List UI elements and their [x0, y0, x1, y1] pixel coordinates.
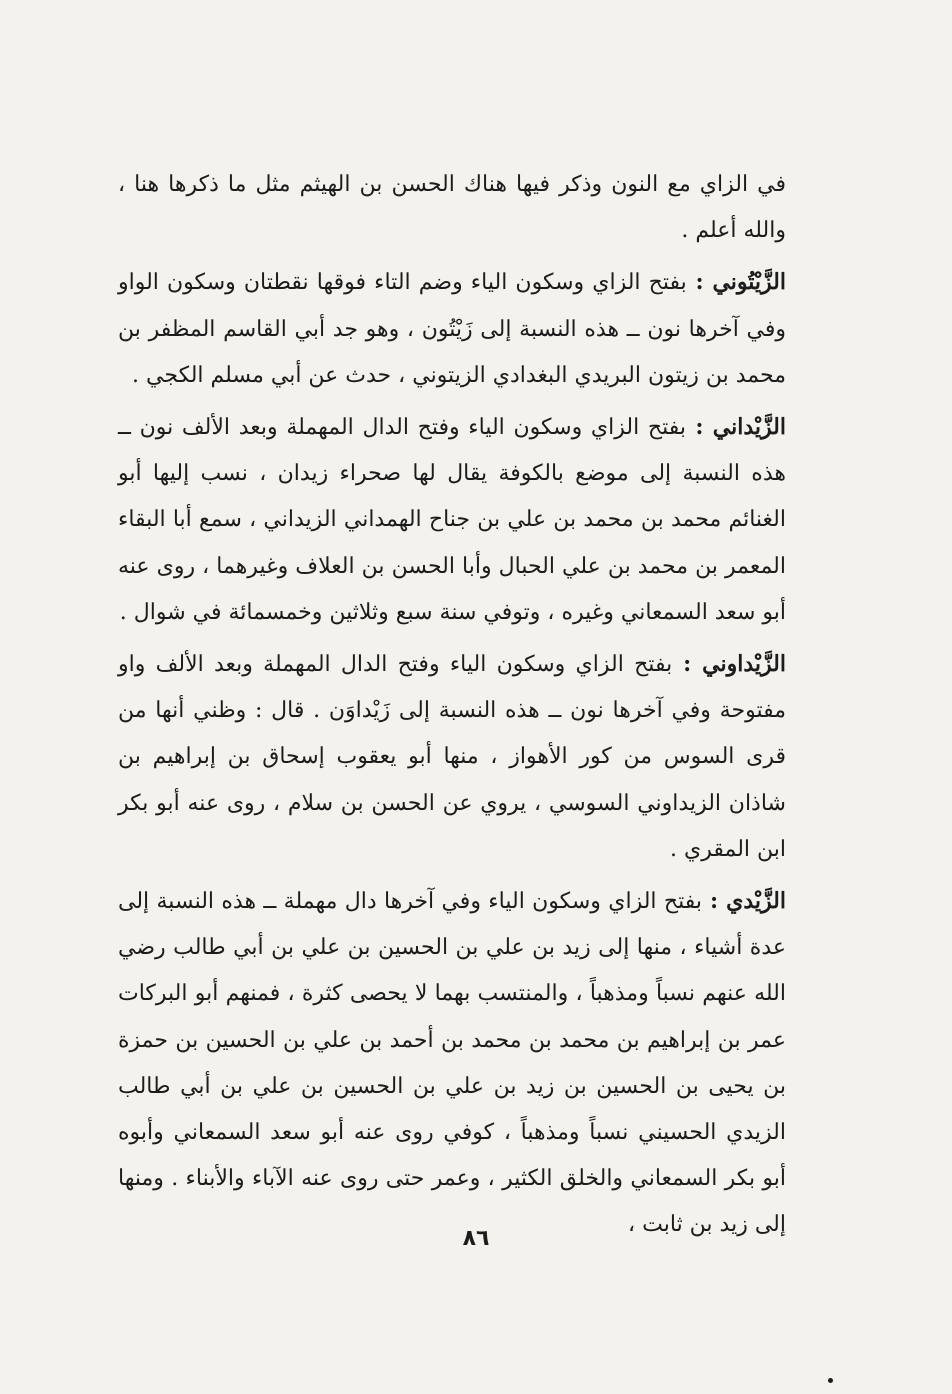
entry-body: بفتح الزاي وسكون الياء وضم التاء فوقها نقطتان وسكون الواو وفي آخرها نون ــ هذه النسبة إلى زَيْتُون ، وهو جد أبي القاسم المظفر بن محمد بن زيتون البريدي البغدادي الزيتوني ، حدث عن أبي مسلم الكجي . — [118, 270, 786, 388]
entry-zaytuni — [118, 259, 786, 399]
entry-separator: : — [686, 269, 713, 296]
page-body-text — [118, 162, 786, 1254]
entry-heading: الزَّيْداني — [712, 414, 786, 441]
entry-heading: الزَّيْتُوني — [712, 269, 786, 296]
entry-separator: : — [701, 888, 727, 915]
entry-body: بفتح الزاي وسكون الياء وفتح الدال المهملة وبعد الألف نون ــ هذه النسبة إلى موضع بالكوفة يقال لها صحراء زيدان ، نسب إليها أبو الغنائم محمد بن محمد بن علي بن جناح الهمداني الزيداني ، سمع أبا البقاء المعمر بن محمد بن علي الحبال وأبا الحسن بن العلاف وغيرهما ، روى عنه أبو سعد السمعاني وغيره ، وتوفي سنة سبع وثلاثين وخمسمائة في شوال . — [118, 415, 786, 625]
page-number: ٨٦ — [462, 1226, 490, 1251]
intro-paragraph — [118, 162, 786, 254]
entry-heading: الزَّيْداوني — [702, 651, 786, 678]
entry-separator: : — [672, 651, 703, 678]
entry-zaydani — [118, 404, 786, 636]
entry-body: بفتح الزاي وسكون الياء وفتح الدال المهملة وبعد الألف واو مفتوحة وفي آخرها نون ــ هذه النسبة إلى زَيْداوَن . قال : وظني أنها من قرى السوس من كور الأهواز ، منها أبو يعقوب إسحاق بن إبراهيم بن شاذان الزيداوني السوسي ، يروي عن الحسن بن سلام ، روى عنه أبو بكر ابن المقري . — [118, 652, 786, 862]
entry-zaydawuni — [118, 641, 786, 873]
entry-zaydi — [118, 878, 786, 1249]
intro-text: في الزاي مع النون وذكر فيها هناك الحسن بن الهيثم مثل ما ذكرها هنا ، والله أعلم . — [118, 172, 786, 244]
entry-separator: : — [685, 414, 713, 441]
entry-body: بفتح الزاي وسكون الياء وفي آخرها دال مهملة ــ هذه النسبة إلى عدة أشياء ، منها إلى زيد بن علي بن الحسين بن علي بن أبي طالب رضي الله عنهم نسباً ومذهباً ، والمنتسب بهما لا يحصى كثرة ، فمنهم أبو البركات عمر بن إبراهيم بن محمد بن محمد بن أحمد بن علي بن الحسين بن حمزة بن يحيى بن الحسين بن زيد بن علي بن الحسين بن علي بن أبي طالب الزيدي الحسيني نسباً ومذهباً ، كوفي روى عنه أبو سعد السمعاني وأبوه أبو بكر السمعاني والخلق الكثير ، وعمر حتى روى عنه الآباء والأبناء . ومنها إلى زيد بن ثابت ، — [118, 889, 786, 1238]
entry-heading: الزَّيْدي — [726, 888, 786, 915]
print-speck — [828, 1378, 833, 1383]
